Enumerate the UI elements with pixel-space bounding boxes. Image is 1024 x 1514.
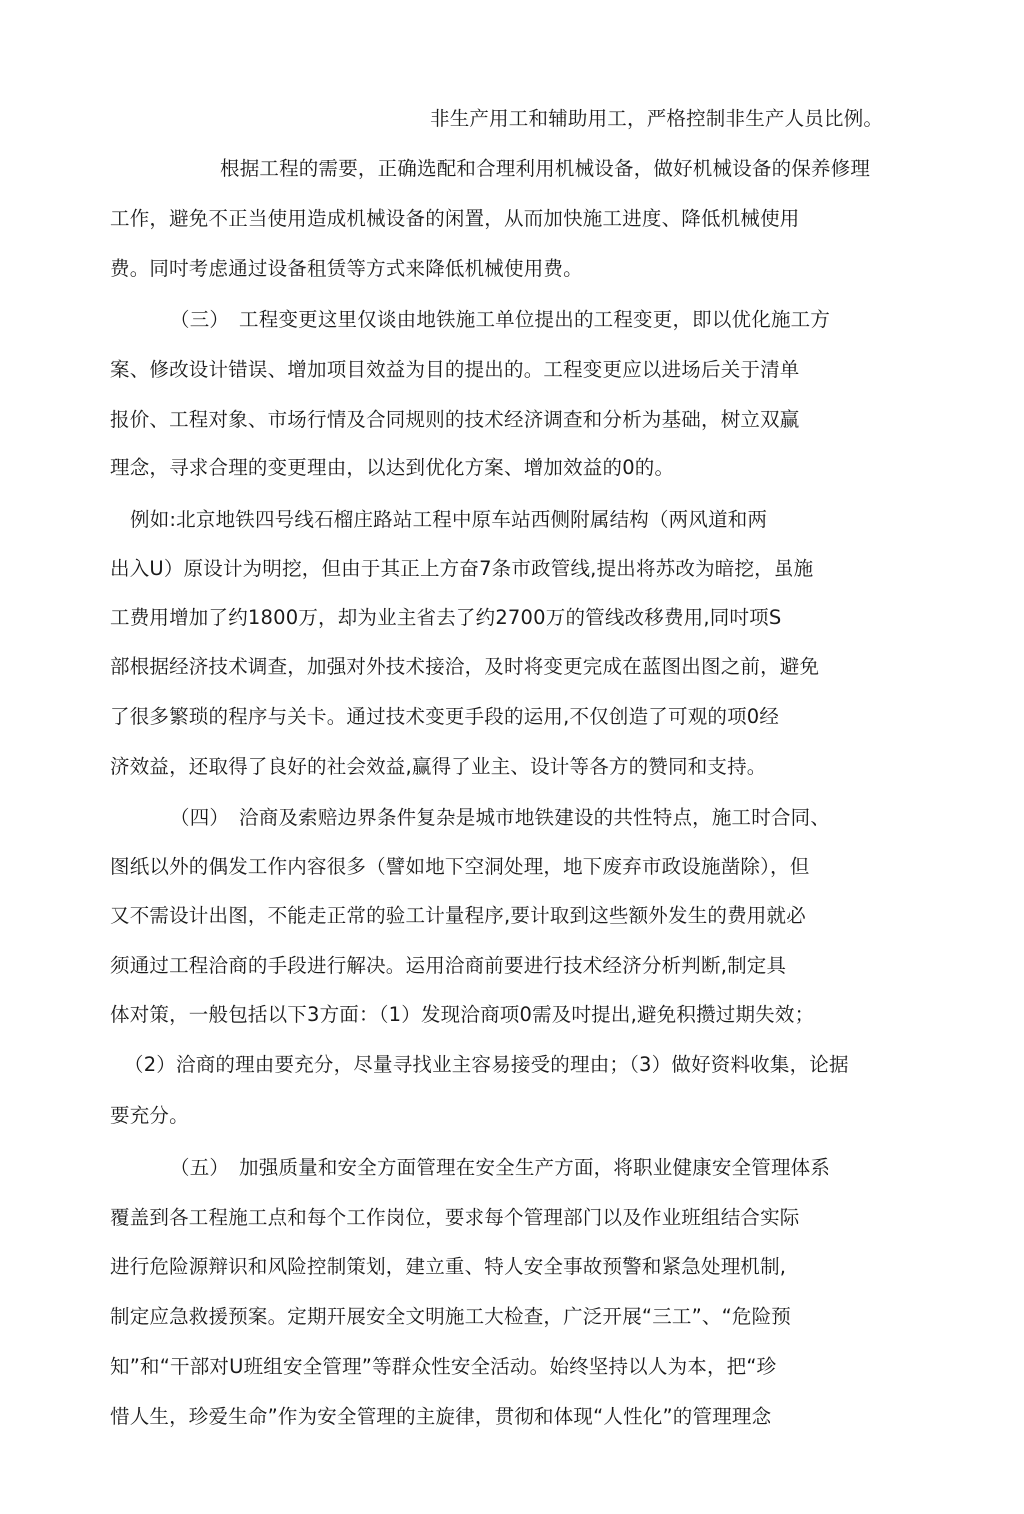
text-line: 工费用增加了约1800万，却为业主省去了约2700万的管线改移费用,同吋项S bbox=[110, 606, 782, 629]
text-line: 济效益，还取得了良好的社会效益,赢得了业主、设计等各方的赞同和支持。 bbox=[110, 755, 767, 778]
text-line: 进行危险源辩识和风险控制策划，建立重、特人安全事故预警和紧急处理机制, bbox=[110, 1255, 787, 1278]
text-line: 费。同吋考虑通过设备租赁等方式来降低机械使用费。 bbox=[110, 257, 583, 280]
text-line: 制定应急救援预案。定期幵展安全文明施工大检查，广泛开展“三工”、“危险预 bbox=[110, 1305, 792, 1328]
text-line: 惜人生，珍爱生命”作为安全管理的主旋律，贯彻和体现“人性化”的管理理念 bbox=[110, 1405, 772, 1428]
text-line: 理念，寻求合理的变更理由，以达到优化方案、增加效益的0的。 bbox=[110, 456, 675, 479]
text-line: 须通过工程洽商的手段进行解决。运用洽商前要进行技术经济分析判断,制定具 bbox=[110, 954, 787, 977]
text-line: 覆盖到各工程施工点和每个工作岗位，要求每个管理部门以及作业班组结合实际 bbox=[110, 1206, 800, 1229]
text-line: 根据工程的需要，正确选配和合理利用机械设备，做好机械设备的保养修理 bbox=[220, 157, 871, 180]
text-line: （2）洽商的理由要充分，尽量寻找业主容易接受的理由；（3）做好资料收集，论据 bbox=[124, 1053, 849, 1076]
text-line: （四） 洽商及索赔边界条件复杂是城市地铁建设的共性特点，施工时合同、 bbox=[170, 806, 831, 829]
text-line: 部根据经济技术调查，加强对外技术接洽，及时将变更完成在蓝图出图之前，避免 bbox=[110, 655, 820, 678]
text-line: （五） 加强质量和安全方面管理在安全生产方面，将职业健康安全管理体系 bbox=[170, 1156, 831, 1179]
text-line: 工作，避免不正当使用造成机械设备的闲置，从而加快施工进度、降低机械使用 bbox=[110, 207, 800, 230]
text-line: （三） 工程变更这里仅谈由地铁施工单位提出的工程变更，即以优化施工方 bbox=[170, 308, 831, 331]
text-line: 图纸以外的偶发工作内容很多（譬如地下空洞处理，地下废弃市政设施凿除），但 bbox=[110, 855, 810, 878]
text-line: 体对策，一般包括以下3方面：（1）发现洽商项0需及吋提出,避免积攒过期失效； bbox=[110, 1003, 815, 1026]
text-line: 了很多繁琐的程序与关卡。通过技术变更手段的运用,不仅创造了可观的项0经 bbox=[110, 705, 780, 728]
text-line: 知”和“干部对U班组安全管理”等群众性安全活动。始终坚持以人为本，把“珍 bbox=[110, 1355, 777, 1378]
text-line: 出入U）原设计为明挖，但由于其正上方奋7条市政管线,提出将苏改为暗挖，虽施 bbox=[110, 557, 814, 580]
text-line: 报价、工程对象、市场行情及合同规则的技术经济调查和分析为基础，树立双赢 bbox=[110, 408, 800, 431]
text-line: 要充分。 bbox=[110, 1104, 189, 1127]
text-line: 非生产用工和辅助用工，严格控制非生产人员比例。 bbox=[430, 107, 884, 130]
text-line: 例如:北京地铁四号线石榴庄路站工程中原车站西侧附属结构（两风道和两 bbox=[130, 508, 768, 531]
text-line: 又不需设计出图，不能走正常的验工计量程序,要计取到这些额外发生的费用就必 bbox=[110, 904, 806, 927]
text-line: 案、修改设计错误、增加项目效益为目的提出的。工程变更应以进场后关于清单 bbox=[110, 358, 800, 381]
